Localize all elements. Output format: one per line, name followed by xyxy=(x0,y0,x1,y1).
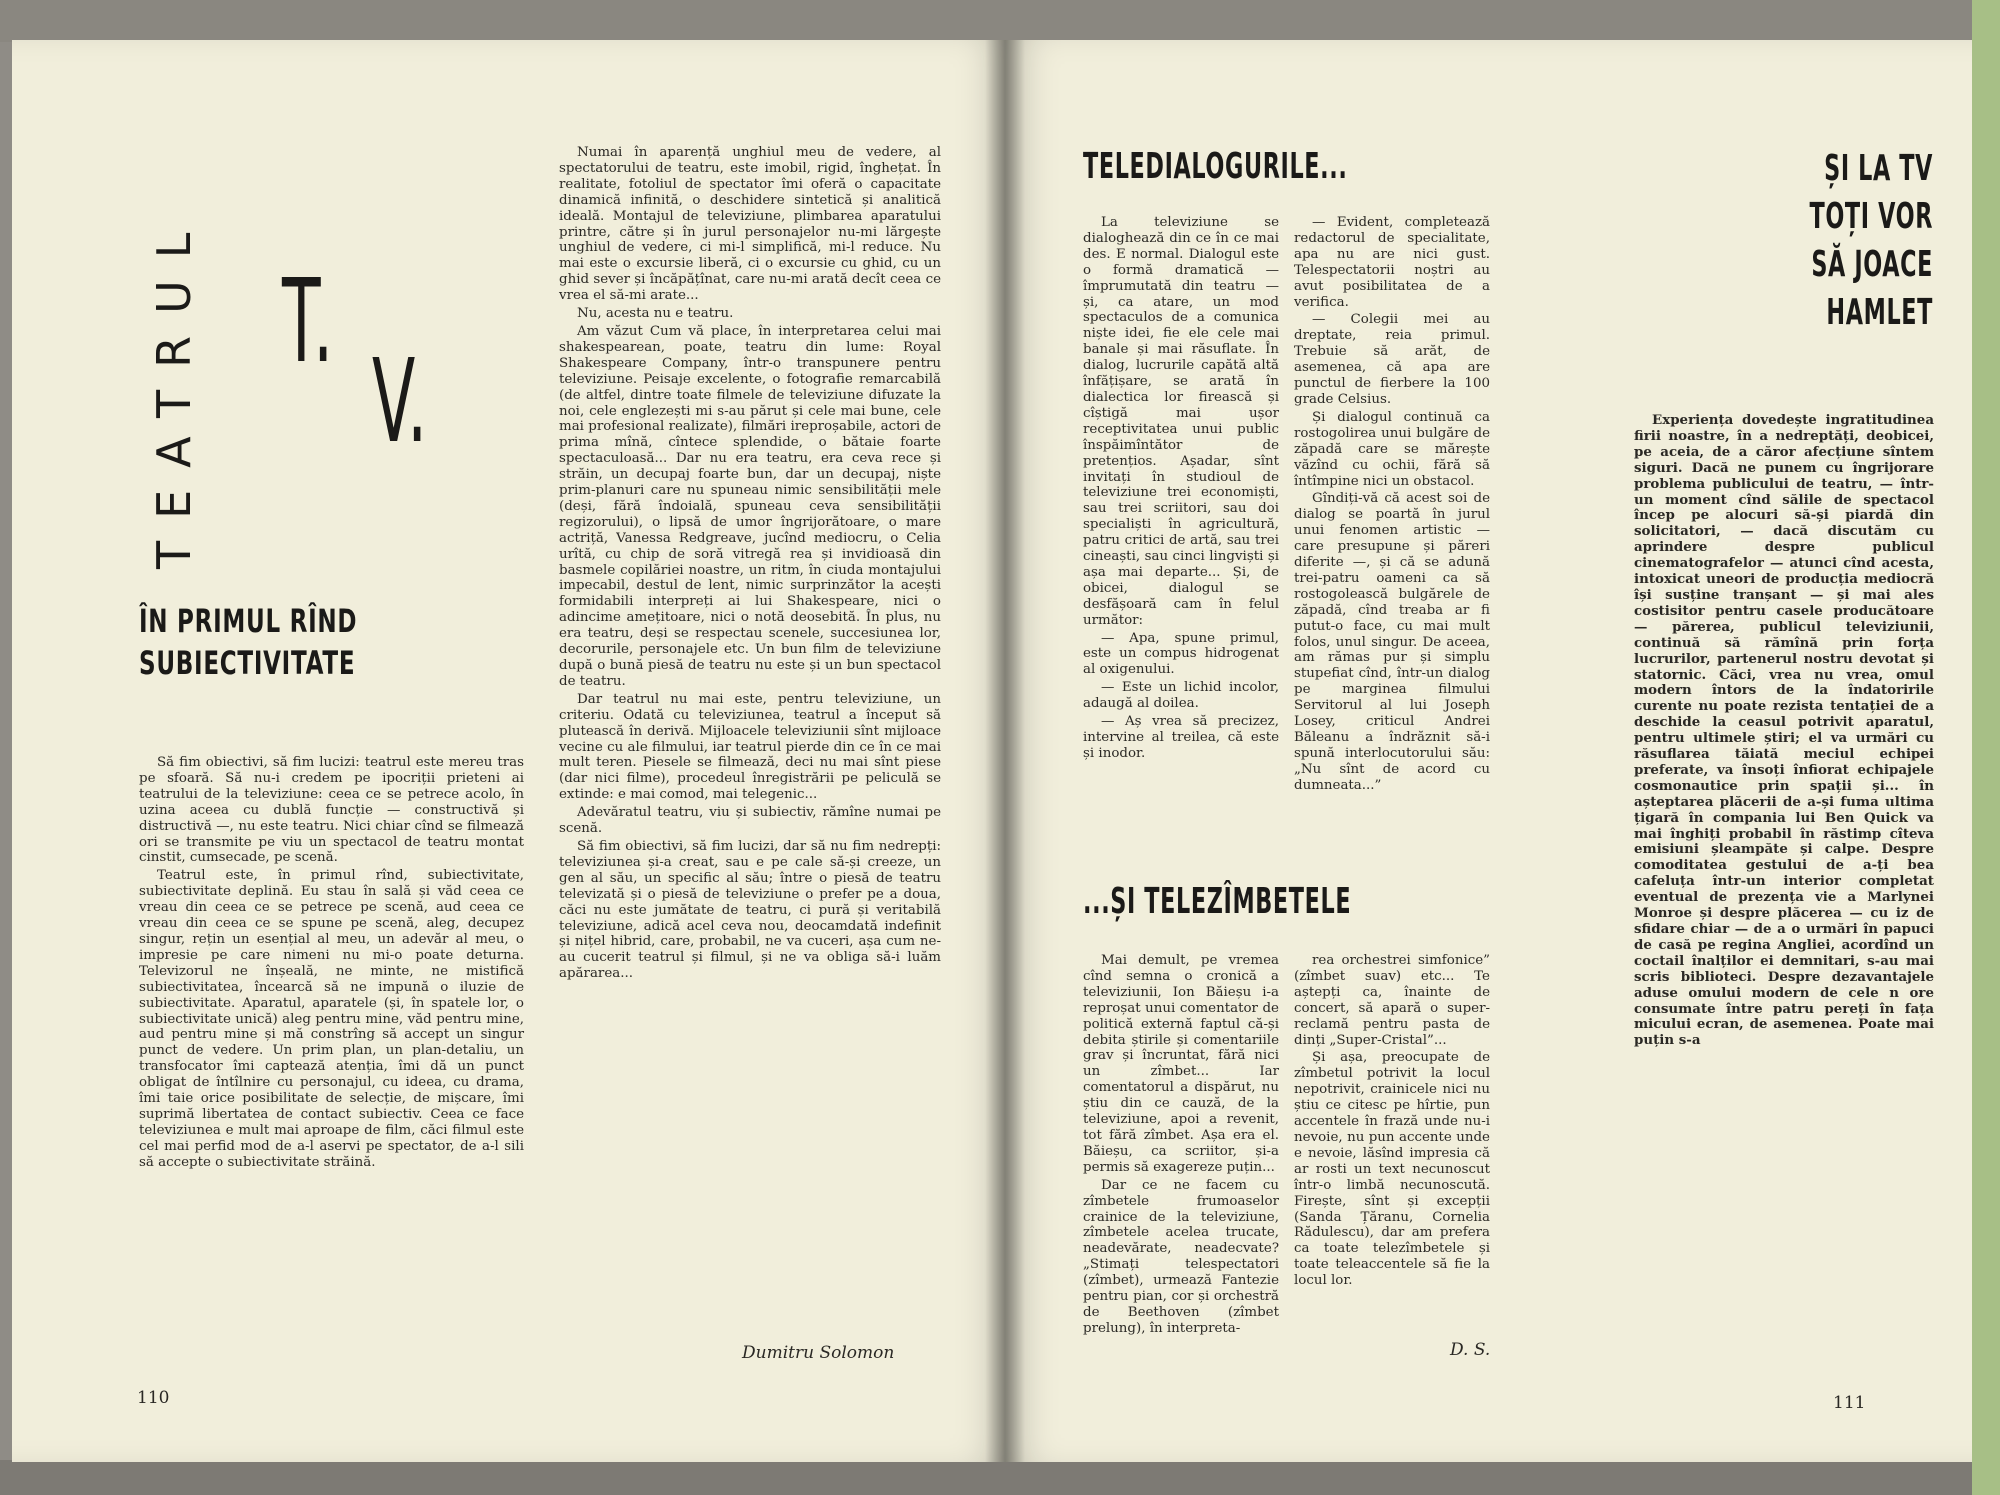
col2-paragraph: Nu, acesta nu e teatru. xyxy=(577,306,734,322)
headline-hamlet-line: HAMLET xyxy=(1826,292,1933,333)
headline-hamlet xyxy=(1523,145,1933,337)
col2-paragraph: Dar teatrul nu mai este, pentru televiziune, un criteriu. Odată cu televiziunea, teatrul a început să plutească în derivă. Mijloacele televiziunii sînt mijloace vecine cu ale filmului, iar teatrul pierde din ce în ce mai mult teren. Piesele se filmează, deci nu mai sînt piese (dar nici filme), procedeul înregistrării pe peliculă se extinde: e mai comod, mai telegenic... xyxy=(559,691,941,803)
big-title-t: T. xyxy=(282,255,334,389)
book-gutter xyxy=(985,40,1025,1462)
headline-hamlet-line: TOȚI VOR xyxy=(1809,196,1933,237)
subtitle-line-1: ÎN PRIMUL RÎND xyxy=(139,602,358,640)
col3b-paragraph: Și dialogul continuă ca rostogolirea unui bulgăre de zăpadă care se mărește văzînd cu ochii, fără să întîmpine nici un obstacol. xyxy=(1294,409,1490,489)
col2-paragraph: Să fim obiectivi, să fim lucizi, dar să nu fim nedrepți: televiziunea și-a creat, sau e pe cale să-și creeze, un gen al său, un specific al său; între o piesă de teatru televizată și o piesă de televiziune o prefer pe a doua, căci nu este jumătate de teatru, ci pură și veritabilă televiziune, adică acel ceva nou, deocamdată indefinit și nițel hibrid, care, probabil, ne va cuceri, așa cum ne-au cucerit teatrul și filmul, și ne va obliga să-i luăm apărarea... xyxy=(559,838,941,982)
headline-telezimbetele: ...ȘI TELEZÎMBETELE xyxy=(1083,881,1352,922)
col1-paragraph: Teatrul este, în primul rînd, subiectivitate, subiectivitate deplină. Eu stau în sală și văd ceea ce vreau din ceea ce se petrece pe scenă, aud ceea ce vreau din ceea ce se spune pe scenă, aleg, decupez singur, rețin un esențial al meu, un adevăr al meu, o impresie pe care nimeni nu mi-o poate deturna. Televizorul ne înșeală, ne minte, ne mistifică subiectivitatea, încearcă să ne impună o iluzie de subiectivitate. Aparatul, aparatele (și, în spatele lor, o subiectivitate unică) aleg pentru mine, văd pentru mine, aud pentru mine și mă constrîng să accept un singur punct de vedere. Un prim plan, un plan-detaliu, un transfocator îmi captează atenția, îmi dă un punct obligat de întîlnire cu personajul, cu ideea, cu drama, îmi taie orice posibilitate de selecție, de mișcare, îmi suprimă libertatea de contact subiectiv. Ceea ce face televiziunea e mult mai aproape de film, căci filmul este cel mai perfid mod de a-l aservi pe spectator, de a-l sili să accepte o subiectivitate străină. xyxy=(139,868,524,1170)
col2-paragraph: Adevăratul teatru, viu și subiectiv, rămîne numai pe scenă. xyxy=(559,805,941,837)
page-number-left: 110 xyxy=(137,1388,170,1408)
vertical-title: TEATRUL xyxy=(147,210,201,570)
col3a-paragraph: La televiziune se dialoghează din ce în ce mai des. E normal. Dialogul este o formă dramatică — împrumutată din teatru — și, ca atare, un mod spectaculos de a comunica niște idei, fie ele cele mai banale și mai răsuflate. În dialog, lucrurile capătă altă înfățișare, se arată în dialectica lor firească și cîștigă mai ușor receptivitatea unui public înspăimîntător de pretențios. Așadar, sînt invitați în studioul de televiziune trei economiști, sau trei scriitori, sau doi specialiști în agricultură, patru critici de artă, sau trei cineaști, sau cinci lingviști și așa mai departe... Și, de obicei, dialogul se desfășoară cam în felul următor: xyxy=(1083,215,1279,628)
col3b-paragraph: Gîndiți-vă că acest soi de dialog se poartă în jurul unui fenomen artistic — care presupune și păreri diferite —, și că se adună trei-patru oameni ca să rostogolească bulgărele de zăpadă, cînd treaba ar fi putut-o face, cu mai mult folos, unul singur. De aceea, am rămas pur și simplu stupefiat cînd, într-un dialog pe marginea filmului Servitorul al lui Joseph Losey, criticul Andrei Băleanu a îndrăznit să-i spună interlocutorului său: „Nu sînt de acord cu dumneata...” xyxy=(1294,491,1490,793)
headline-hamlet-line: ȘI LA TV xyxy=(1824,148,1933,189)
headline-teledialogurile: TELEDIALOGURILE... xyxy=(1083,146,1348,187)
column-1 xyxy=(139,755,524,1173)
col3b-paragraph: — Colegii mei au dreptate, reia primul. Trebuie să arăt, de asemenea, că apa are punctul de fierbere la 100 grade Celsius. xyxy=(1294,312,1490,407)
author-signature: Dumitru Solomon xyxy=(742,1343,895,1363)
col2-paragraph: Am văzut Cum vă place, în interpretarea celui mai shakespearean, poate, teatru din lume: Royal Shakespeare Company, într-o transpunere pentru televiziune. Peisaje excelente, o fotografie remarcabilă (de altfel, dintre toate filmele de televiziune difuzate la noi, cele englezești mi s-au părut și cele mai bune, cele mai profesional realizate), filmări ireproșabile, actori de prima mînă, cîntece splendide, o bătaie foarte spectaculoasă... Dar nu era teatru, era ceva rece și străin, un decupaj foarte bun, dar un decupaj, niște prim-planuri care nu spuneau nimic sensibilității mele (deși, fără îndoială, spuneau ceva sensibilității regizorului), o lipsă de umor îngrijorătoare, o mare actriță, Vanessa Redgreave, jucînd mediocru, o Celia urîtă, cu chip de soră vitregă rea și invidioasă din basmele copilăriei noastre, un ritm, în ciuda montajului impecabil, destul de lent, nimic surprinzător la acești formidabili interpreți ai lui Shakespeare, nici o adincime amețitoare, nici o notă deosebită. În plus, nu era teatru, deși se respectau scenele, succesiunea lor, decorurile, personajele etc. Un bun film de televiziune după o bună piesă de teatru nu este și un bun spectacol de teatru. xyxy=(559,323,941,689)
col4b-paragraph: rea orchestrei simfonice” (zîmbet suav) etc... Te aștepți ca, înainte de concert, să apară o super-reclamă pentru pasta de dinți „Super-Cristal”... xyxy=(1294,953,1490,1048)
column-5-text: Experiența dovedește ingratitudinea firii noastre, în a nedreptăți, deobicei, pe aceia, de a căror afecțiune sîntem siguri. Dacă ne punem cu îngrijorare problema publicului de teatru, — într-un moment cînd sălile de spectacol încep pe alocuri să-și piardă din solicitatori, — dacă discutăm cu aprindere despre publicul cinematografelor — atunci cînd acesta, intoxicat uneori de producția mediocră își susține tranșant — și mai ales costisitor pentru casele producătoare — părerea, publicul televiziunii, continuă să rămînă prin forța lucrurilor, partenerul nostru devotat și statornic. Căci, vrea nu vrea, omul modern întors de la îndatoririle curente nu poate rezista tentației de a deschide la ceasul potrivit aparatul, pentru ultimele știri; el va urmări cu răsuflarea tăiată meciul echipei preferate, va însoți înfiorat echipajele cosmonautice prin spații și... în așteptarea plăcerii de a-și fuma ultima țigară în compania lui Ben Quick va mai înghiți probabil în răstimp cîteva emisiuni șleampăte și calpe. Despre comoditatea gestului de a-ți bea cafeluța într-un interior completat eventual de prezența vie a Marlynei Monroe și despre plăcerea — cu iz de sfidare chiar — de a o urmări în papuci de casă pe regina Angliei, acordînd un coctail înalților ei demnitari, s-au mai scris biblioteci. Despre dezavantajele aduse omului modern de cele n ore consumate între patru pereți în fața micului ecran, de asemenea. Poate mai puțin s-a xyxy=(1634,412,1934,1049)
col4b-paragraph: Și așa, preocupate de zîmbetul potrivit la locul nepotrivit, crainicele nici nu știu ce citesc pe hîrtie, pun accentele în frază unde nu-i nevoie, nu pun accente unde e nevoie, lăsînd impresia că ar rosti un text necunoscut într-o limbă necunoscută. Firește, sînt și excepții (Sanda Țăranu, Cornelia Rădulescu), dar am prefera ca toate telezîmbetele și toate teleaccentele să fie la locul lor. xyxy=(1294,1050,1490,1289)
col1-paragraph: Să fim obiectivi, să fim lucizi: teatrul este mereu tras pe sfoară. Să nu-i credem pe ipocriții prieteni ai teatrului de la televiziune: ceea ce se petrece acolo, în uzina aceea cu dublă funcție — constructivă și distructivă —, nu este teatru. Nici chiar cînd se filmează ori se transmite pe viu un spectacol de teatru montat cinstit, cumsecade, pe scenă. xyxy=(139,755,524,866)
col4a-paragraph: Mai demult, pe vremea cînd semna o cronică a televiziunii, Ion Băieșu i-a reproșat unui comentator de politică externă faptul că-și debita știrile și comentariile grav și încruntat, fără nici un zîmbet... Iar comentatorul a dispărut, nu știu din ce cauză, de la televiziune, apoi a revenit, tot fără zîmbet. Așa era el. Băieșu, ca scriitor, și-a permis să exagereze puțin... xyxy=(1083,953,1279,1175)
book-cover-bottom xyxy=(0,1460,2000,1495)
column-3b xyxy=(1294,215,1490,796)
headline-hamlet-line: SĂ JOACE xyxy=(1811,244,1933,285)
col3a-paragraph: — Aș vrea să precizez, intervine al treilea, că este și inodor. xyxy=(1083,714,1279,761)
column-2 xyxy=(559,145,941,984)
col2-paragraph: Numai în aparență unghiul meu de vedere, al spectatorului de teatru, este imobil, rigid, înghețat. În realitate, fotoliul de spectator îmi oferă o capacitate dinamică infinită, o deschidere sintetică și analitică ideală. Montajul de televiziune, plimbarea aparatului printre, către și în jurul personajelor nu-mi lărgește unghiul de vedere, ci mi-l simplifică, mi-l reduce. Nu mai este o excursie liberă, ci o excursie cu ghid, cu un ghid sever și încăpățînat, care nu-mi arată decît ceea ce vrea el să-mi arate... xyxy=(559,145,941,304)
big-title-v: V. xyxy=(372,335,428,469)
right-page xyxy=(1007,40,1972,1462)
col3a-paragraph: — Este un lichid incolor, adaugă al doilea. xyxy=(1083,680,1279,712)
column-3a xyxy=(1083,215,1279,764)
signature-ds: D. S. xyxy=(1450,1340,1491,1360)
col4a-paragraph: Dar ce ne facem cu zîmbetele frumoaselor crainice de la televiziune, zîmbetele acelea trucate, neadevărate, neadecvate? „Stimați telespectatori (zîmbet), urmează Fantezie pentru pian, cor și orchestră de Beethoven (zîmbet prelung), în interpreta- xyxy=(1083,1177,1279,1336)
book-cover-top xyxy=(0,0,2000,42)
subtitle-line-2: SUBIECTIVITATE xyxy=(139,644,356,682)
page-number-right: 111 xyxy=(1833,1393,1866,1413)
column-4a xyxy=(1083,953,1279,1339)
col3a-paragraph: — Apa, spune primul, este un compus hidrogenat al oxigenului. xyxy=(1083,630,1279,678)
column-5 xyxy=(1634,413,1934,1049)
article-subtitle xyxy=(139,600,357,684)
next-page-edge xyxy=(1972,0,2000,1495)
column-4b xyxy=(1294,953,1490,1291)
col3b-paragraph: — Evident, completează redactorul de specialitate, apa nu are nici gust. Telespectatorii noștri au avut posibilitatea de a verifica. xyxy=(1294,215,1490,310)
left-page xyxy=(12,40,1007,1462)
